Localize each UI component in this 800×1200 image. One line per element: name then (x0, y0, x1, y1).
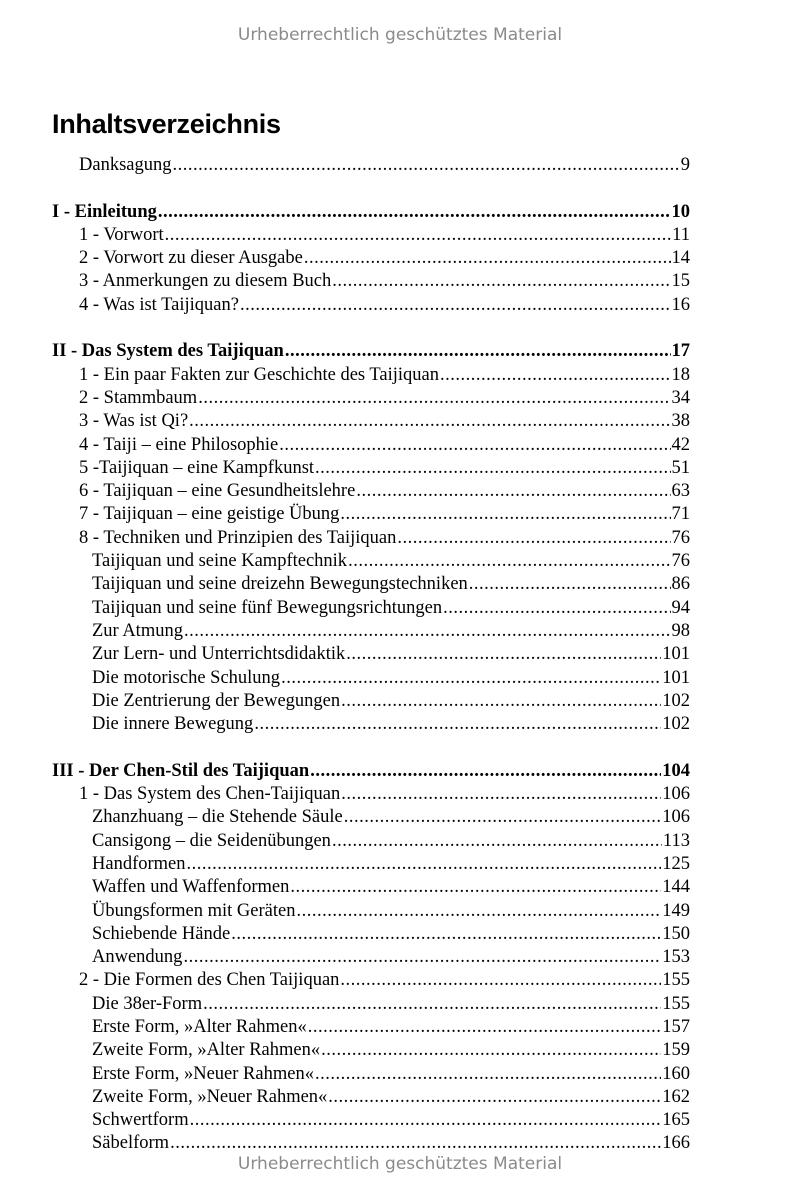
table-of-contents (0, 154, 800, 1156)
dot-leader (165, 224, 672, 247)
toc-section-entry[interactable] (0, 969, 690, 992)
toc-entry-title: Die motorische Schulung (92, 667, 281, 688)
toc-entry-title: Handformen (92, 853, 186, 874)
toc-entry-title: Zur Lern- und Unterrichtsdidaktik (92, 644, 346, 665)
section-spacer (0, 317, 800, 340)
toc-page-number: 98 (671, 620, 690, 641)
toc-section-entry[interactable] (0, 364, 690, 387)
toc-subsection-entry[interactable] (0, 550, 690, 573)
toc-entry-title: Anwendung (92, 947, 183, 968)
toc-subsection-entry[interactable] (0, 1086, 690, 1109)
toc-page-number: 150 (662, 923, 690, 944)
toc-entry-title: 1 - Das System des Chen-Taijiquan (79, 784, 341, 805)
toc-section-entry[interactable] (0, 387, 690, 410)
toc-page-number: 9 (680, 155, 690, 175)
dot-leader (198, 387, 670, 410)
toc-entry-title: 3 - Anmerkungen zu diesem Buch (79, 271, 332, 292)
dot-leader (187, 853, 662, 876)
dot-leader (290, 876, 661, 899)
toc-entry-title: 1 - Ein paar Fakten zur Geschichte des Taijiquan (79, 364, 440, 385)
toc-subsection-entry[interactable] (0, 830, 690, 853)
toc-page-number: 165 (662, 1110, 690, 1131)
toc-entry-title: 1 - Vorwort (79, 224, 164, 245)
toc-entry-title: Erste Form, »Neuer Rahmen« (92, 1063, 314, 1084)
toc-section-entry[interactable] (0, 434, 690, 457)
dot-leader (341, 783, 661, 806)
dot-leader (469, 573, 671, 596)
toc-page-number: 42 (671, 434, 690, 455)
dot-leader (328, 1086, 661, 1109)
toc-entry-title: 7 - Taijiquan – eine geistige Übung (79, 504, 340, 525)
dot-leader (356, 480, 670, 503)
toc-page-number: 160 (662, 1063, 690, 1084)
toc-subsection-entry[interactable] (0, 713, 690, 736)
toc-entry-title: Erste Form, »Alter Rahmen« (92, 1016, 307, 1037)
toc-subsection-entry[interactable] (0, 923, 690, 946)
toc-page-number: 14 (671, 248, 690, 269)
dot-leader (308, 1016, 661, 1039)
toc-page-number: 71 (671, 504, 690, 525)
toc-section-entry[interactable] (0, 410, 690, 433)
toc-chapter-entry[interactable] (0, 340, 690, 363)
toc-subsection-entry[interactable] (0, 1109, 690, 1132)
toc-page-number: 106 (662, 784, 690, 805)
copyright-watermark-bottom: Urheberrechtlich geschütztes Material (237, 1154, 563, 1174)
toc-subsection-entry[interactable] (0, 1016, 690, 1039)
toc-entry-title: 4 - Was ist Taijiquan? (79, 294, 239, 315)
dot-leader (189, 410, 670, 433)
page-title: Inhaltsverzeichnis (52, 109, 281, 139)
toc-page-number: 34 (671, 387, 690, 408)
toc-entry-title: III - Der Chen-Stil des Taijiquan (52, 760, 310, 781)
toc-entry-title: Taijiquan und seine fünf Bewegungsrichtungen (92, 597, 443, 618)
dot-leader (346, 643, 661, 666)
toc-section-entry[interactable] (0, 294, 690, 317)
toc-subsection-entry[interactable] (0, 573, 690, 596)
toc-page-number: 16 (671, 294, 690, 315)
toc-section-entry[interactable] (0, 224, 690, 247)
toc-entry-title: Übungsformen mit Geräten (92, 900, 296, 921)
toc-subsection-entry[interactable] (0, 876, 690, 899)
toc-page-number: 153 (662, 947, 690, 968)
dot-leader (310, 760, 661, 783)
toc-section-entry[interactable] (0, 457, 690, 480)
toc-section-entry[interactable] (0, 154, 690, 177)
dot-leader (279, 434, 670, 457)
toc-section-entry[interactable] (0, 247, 690, 270)
toc-subsection-entry[interactable] (0, 1063, 690, 1086)
toc-subsection-entry[interactable] (0, 690, 690, 713)
toc-subsection-entry[interactable] (0, 806, 690, 829)
dot-leader (397, 527, 670, 550)
dot-leader (190, 1109, 662, 1132)
toc-section-entry[interactable] (0, 503, 690, 526)
toc-page-number: 63 (671, 481, 690, 502)
toc-entry-title: 4 - Taiji – eine Philosophie (79, 434, 279, 455)
toc-page-number: 166 (662, 1133, 690, 1154)
dot-leader (332, 270, 670, 293)
toc-entry-title: 3 - Was ist Qi? (79, 411, 189, 432)
dot-leader (344, 806, 662, 829)
dot-leader (254, 713, 661, 736)
toc-subsection-entry[interactable] (0, 946, 690, 969)
toc-chapter-entry[interactable] (0, 201, 690, 224)
toc-page-number: 102 (662, 714, 690, 735)
dot-leader (281, 667, 661, 690)
dot-leader (304, 247, 671, 270)
toc-entry-title: 8 - Techniken und Prinzipien des Taijiquan (79, 527, 397, 548)
toc-entry-title: Die innere Bewegung (92, 714, 254, 735)
dot-leader (341, 690, 661, 713)
toc-section-entry[interactable] (0, 270, 690, 293)
toc-entry-title: Taijiquan und seine dreizehn Bewegungstechniken (92, 574, 468, 595)
dot-leader (296, 900, 661, 923)
section-spacer (0, 177, 800, 200)
dot-leader (285, 340, 671, 363)
dot-leader (440, 364, 670, 387)
toc-page-number: 51 (671, 457, 690, 478)
toc-page-number: 101 (662, 644, 690, 665)
toc-entry-title: Zweite Form, »Alter Rahmen« (92, 1040, 321, 1061)
toc-page-number: 17 (671, 341, 690, 362)
toc-page-number: 113 (662, 830, 690, 851)
dot-leader (443, 597, 670, 620)
dot-leader (321, 1039, 661, 1062)
toc-subsection-entry[interactable] (0, 993, 690, 1016)
toc-page-number: 10 (671, 201, 690, 222)
toc-page-number: 155 (662, 970, 690, 991)
toc-entry-title: 2 - Die Formen des Chen Taijiquan (79, 970, 340, 991)
toc-entry-title: Schiebende Hände (92, 923, 231, 944)
toc-entry-title: Schwertform (92, 1110, 189, 1131)
dot-leader (348, 550, 670, 573)
toc-page-number: 15 (671, 271, 690, 292)
dot-leader (315, 1063, 661, 1086)
toc-subsection-entry[interactable] (0, 1132, 690, 1155)
dot-leader (315, 457, 670, 480)
toc-entry-title: Säbelform (92, 1133, 170, 1154)
toc-page-number: 149 (662, 900, 690, 921)
dot-leader (170, 1132, 661, 1155)
toc-entry-title: Zweite Form, »Neuer Rahmen« (92, 1086, 328, 1107)
toc-entry-title: 2 - Vorwort zu dieser Ausgabe (79, 248, 303, 269)
toc-entry-title: 5 -Taijiquan – eine Kampfkunst (79, 457, 315, 478)
toc-subsection-entry[interactable] (0, 620, 690, 643)
dot-leader (172, 154, 679, 177)
toc-page-number: 94 (671, 597, 690, 618)
dot-leader (332, 830, 662, 853)
toc-section-entry[interactable] (0, 783, 690, 806)
toc-page-number: 104 (662, 760, 690, 781)
toc-page-number: 144 (662, 877, 690, 898)
dot-leader (203, 993, 661, 1016)
toc-subsection-entry[interactable] (0, 900, 690, 923)
toc-page-number: 162 (662, 1086, 690, 1107)
toc-entry-title: 6 - Taijiquan – eine Gesundheitslehre (79, 481, 356, 502)
dot-leader (158, 201, 671, 224)
toc-page-number: 76 (671, 527, 690, 548)
toc-entry-title: I - Einleitung (52, 201, 157, 222)
toc-page-number: 76 (671, 551, 690, 572)
dot-leader (240, 294, 671, 317)
dot-leader (340, 503, 670, 526)
toc-page-number: 101 (662, 667, 690, 688)
toc-page-number: 38 (671, 411, 690, 432)
toc-subsection-entry[interactable] (0, 853, 690, 876)
toc-entry-title: 2 - Stammbaum (79, 387, 198, 408)
section-spacer (0, 736, 800, 759)
toc-chapter-entry[interactable] (0, 760, 690, 783)
toc-page-number: 106 (662, 807, 690, 828)
toc-section-entry[interactable] (0, 527, 690, 550)
toc-page-number: 102 (662, 690, 690, 711)
toc-page-number: 125 (662, 853, 690, 874)
toc-page-number: 159 (662, 1040, 690, 1061)
toc-entry-title: Waffen und Waffenformen (92, 877, 290, 898)
toc-page-number: 11 (672, 224, 690, 245)
toc-page-number: 18 (671, 364, 690, 385)
toc-entry-title: Taijiquan und seine Kampftechnik (92, 551, 348, 572)
toc-page-number: 86 (671, 574, 690, 595)
dot-leader (340, 969, 661, 992)
toc-entry-title: Danksagung (79, 155, 172, 175)
toc-subsection-entry[interactable] (0, 643, 690, 666)
toc-subsection-entry[interactable] (0, 1039, 690, 1062)
toc-entry-title: Die Zentrierung der Bewegungen (92, 690, 341, 711)
toc-entry-title: II - Das System des Taijiquan (52, 341, 284, 362)
copyright-watermark-top: Urheberrechtlich geschütztes Material (237, 25, 563, 45)
dot-leader (231, 923, 661, 946)
dot-leader (184, 620, 671, 643)
toc-entry-title: Zur Atmung (92, 620, 183, 641)
toc-page-number: 157 (662, 1016, 690, 1037)
dot-leader (183, 946, 661, 969)
toc-entry-title: Cansigong – die Seidenübungen (92, 830, 331, 851)
toc-entry-title: Zhanzhuang – die Stehende Säule (92, 807, 343, 828)
toc-section-entry[interactable] (0, 480, 690, 503)
toc-subsection-entry[interactable] (0, 667, 690, 690)
toc-subsection-entry[interactable] (0, 597, 690, 620)
toc-entry-title: Die 38er-Form (92, 993, 203, 1014)
toc-page-number: 155 (662, 993, 690, 1014)
